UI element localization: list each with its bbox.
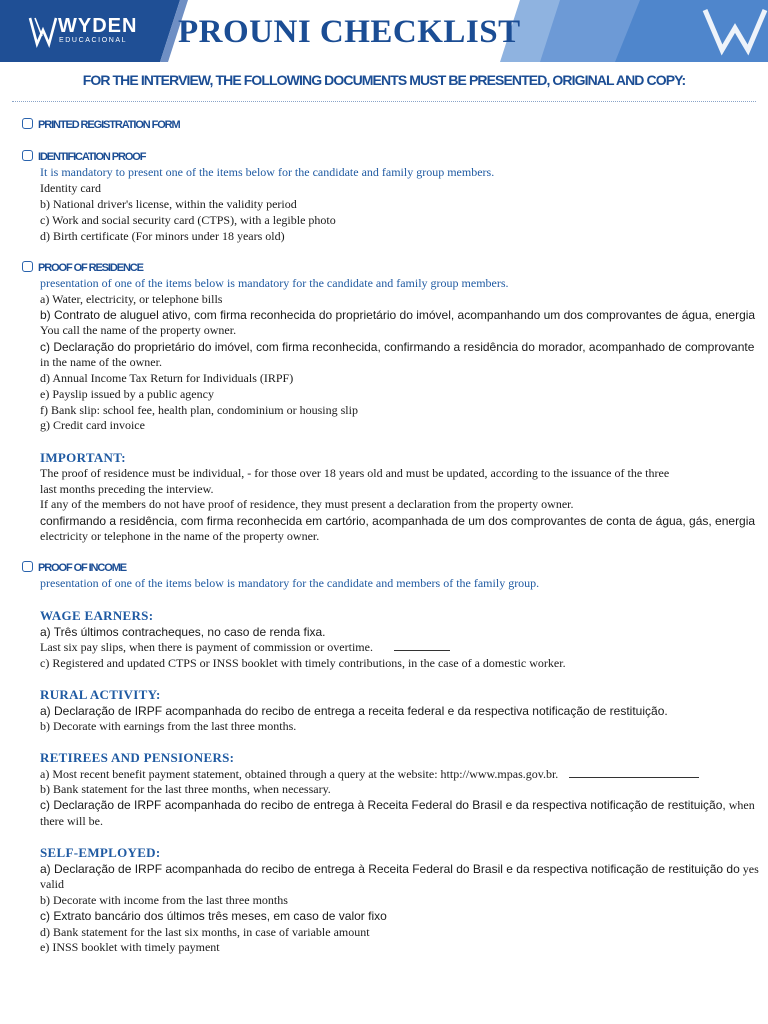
logo-subtitle: EDUCACIONAL	[59, 37, 128, 44]
retirees-item: there will be.	[40, 814, 103, 828]
rural-activity-heading: RURAL ACTIVITY:	[40, 687, 161, 702]
checkbox-icon[interactable]	[22, 150, 33, 161]
important-line: electricity or telephone in the name of the property owner.	[40, 529, 320, 543]
section-registration-header[interactable]	[22, 118, 180, 132]
retirees-item-text: a) Most recent benefit payment statement, obtained through a query at the website: http://www.mpas.gov.br.	[40, 767, 559, 781]
section-residence-header[interactable]	[22, 261, 143, 275]
wage-item	[40, 640, 450, 655]
self-item: c) Extrato bancário dos últimos três meses, em caso de valor fixo	[40, 909, 387, 923]
section-title: PROOF OF INCOME	[38, 562, 127, 574]
residence-item: c) Declaração do proprietário do imóvel, com firma reconhecida, confirmando a residência do morador, acompanhado de comprovante	[40, 340, 755, 354]
identification-intro: It is mandatory to present one of the items below for the candidate and family group members.	[40, 165, 495, 179]
residence-item: g) Credit card invoice	[40, 418, 145, 432]
checkbox-icon[interactable]	[22, 261, 33, 272]
important-line: confirmando a residência, com firma reconhecida em cartório, acompanhada de um dos comprovantes de conta de água, gás, energia	[40, 514, 756, 528]
identification-item: Identity card	[40, 181, 101, 195]
wage-earners-heading: WAGE EARNERS:	[40, 608, 154, 623]
residence-item: You call the name of the property owner.	[40, 323, 237, 337]
wage-item-text: Last six pay slips, when there is payment of commission or overtime.	[40, 640, 373, 654]
self-item-text: a) Declaração de IRPF acompanhada do recibo de entrega à Receita Federal do Brasil e da respectiva notificação de restituição do	[40, 862, 740, 876]
wage-item: a) Três últimos contracheques, no caso de renda fixa.	[40, 625, 326, 639]
residence-item: b) Contrato de aluguel ativo, com firma reconhecida do proprietário do imóvel, acompanhando um dos comprovantes de água, energia	[40, 308, 756, 322]
residence-item: in the name of the owner.	[40, 355, 162, 369]
self-item: e) INSS booklet with timely payment	[40, 940, 220, 954]
retirees-item-suffix: when	[728, 798, 755, 812]
identification-item: c) Work and social security card (CTPS), with a legible photo	[40, 213, 336, 227]
blank-line	[394, 640, 450, 651]
self-item: b) Decorate with income from the last three months	[40, 893, 288, 907]
page-subtitle: FOR THE INTERVIEW, THE FOLLOWING DOCUMENTS MUST BE PRESENTED, ORIGINAL AND COPY:	[82, 72, 686, 88]
logo-name: WYDEN	[58, 15, 138, 37]
residence-item: d) Annual Income Tax Return for Individuals (IRPF)	[40, 371, 294, 385]
page-title: PROUNI CHECKLIST	[178, 14, 521, 50]
self-item: valid	[40, 877, 64, 891]
residence-item: e) Payslip issued by a public agency	[40, 387, 214, 401]
checkbox-icon[interactable]	[22, 561, 33, 572]
retirees-item	[40, 798, 755, 813]
important-line: The proof of residence must be individual, - for those over 18 years old and must be updated, according to the issuance of the three	[40, 466, 670, 480]
self-employed-heading: SELF-EMPLOYED:	[40, 845, 161, 860]
residence-intro: presentation of one of the items below is mandatory for the candidate and family group members.	[40, 276, 509, 290]
residence-item: f) Bank slip: school fee, health plan, condominium or housing slip	[40, 403, 358, 417]
self-item	[40, 862, 759, 877]
retirees-heading: RETIREES AND PENSIONERS:	[40, 750, 235, 765]
section-identification-header[interactable]	[22, 150, 145, 164]
important-heading: IMPORTANT:	[40, 450, 126, 465]
identification-item: d) Birth certificate (For minors under 18 years old)	[40, 229, 285, 243]
retirees-item-text: c) Declaração de IRPF acompanhada do recibo de entrega à Receita Federal do Brasil e da respectiva notificação de restituição,	[40, 798, 726, 812]
wage-item: c) Registered and updated CTPS or INSS booklet with timely contributions, in the case of a domestic worker.	[40, 656, 566, 670]
self-item-suffix: yes	[742, 862, 759, 876]
income-intro: presentation of one of the items below is mandatory for the candidate and members of the family group.	[40, 576, 540, 590]
self-item: d) Bank statement for the last six months, in case of variable amount	[40, 925, 370, 939]
section-title: IDENTIFICATION PROOF	[38, 151, 146, 163]
retirees-item: b) Bank statement for the last three months, when necessary.	[40, 782, 331, 796]
section-title: PRINTED REGISTRATION FORM	[38, 119, 180, 131]
important-line: If any of the members do not have proof of residence, they must present a declaration from the property owner.	[40, 497, 574, 511]
retirees-item	[40, 767, 699, 782]
checkbox-icon[interactable]	[22, 118, 33, 129]
identification-item: b) National driver's license, within the validity period	[40, 197, 297, 211]
important-line: last months preceding the interview.	[40, 482, 214, 496]
residence-item: a) Water, electricity, or telephone bills	[40, 292, 223, 306]
rural-item: a) Declaração de IRPF acompanhada do recibo de entrega a receita federal e da respectiva notificação de restituição.	[40, 704, 668, 718]
rural-item: b) Decorate with earnings from the last three months.	[40, 719, 297, 733]
section-title: PROOF OF RESIDENCE	[38, 262, 143, 274]
blank-line	[569, 767, 699, 778]
section-income-header[interactable]	[22, 561, 126, 575]
